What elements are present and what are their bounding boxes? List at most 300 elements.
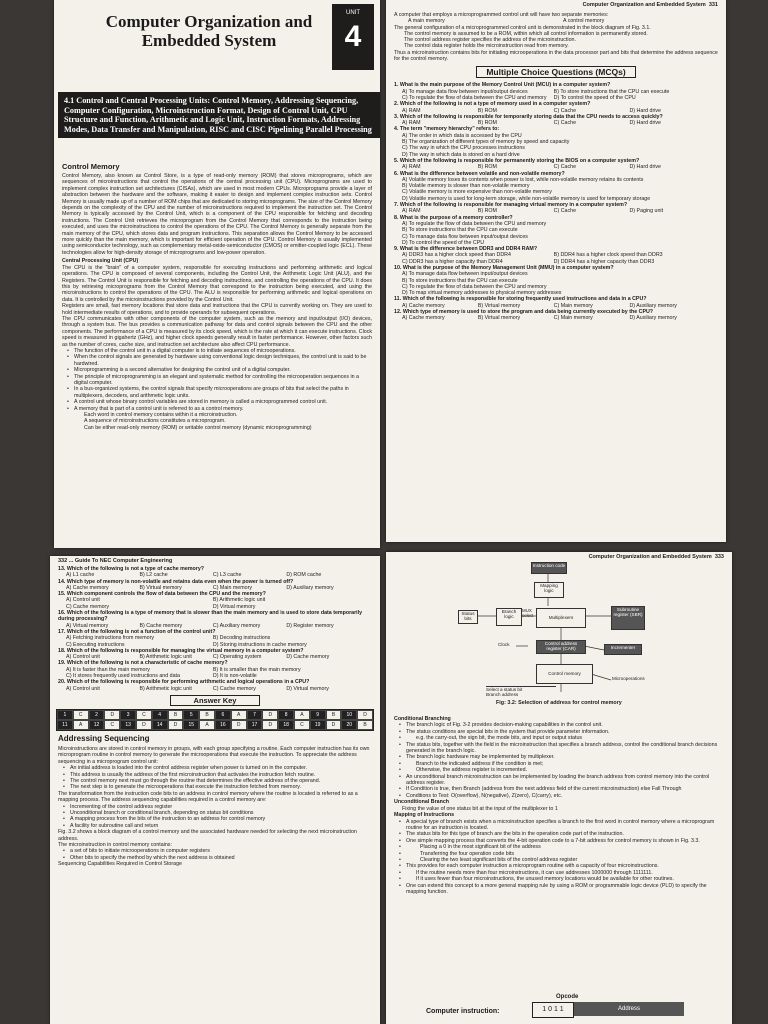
page-number: 331 bbox=[708, 2, 718, 8]
option: C) Cache memory bbox=[66, 603, 109, 610]
option: C) Cache bbox=[553, 208, 577, 215]
multiplexers-box: Multiplexers bbox=[536, 608, 586, 628]
running-header bbox=[386, 552, 732, 560]
mcq-list bbox=[50, 566, 380, 692]
option: A) To manage data flow between input/output devices bbox=[402, 271, 528, 278]
unit-number: 4 bbox=[344, 20, 362, 53]
answer-key-letter: A bbox=[231, 710, 247, 720]
option: D) Hard drive bbox=[629, 164, 661, 171]
list-item: A main memory bbox=[408, 18, 445, 25]
list-item: • When the control signals are generated by hardware using conventional logic design techniques, the control unit is said to be hardwired. bbox=[74, 354, 372, 367]
question-number: 2. bbox=[394, 101, 399, 108]
answer-key-number: 1 bbox=[57, 710, 73, 720]
option: A) RAM bbox=[402, 120, 421, 127]
question-number: 13. bbox=[58, 566, 66, 572]
option: D) Storing instructions in cache memory bbox=[212, 641, 307, 648]
option: C) To regulate the flow of data between the CPU and memory bbox=[402, 283, 547, 290]
option: D) Virtual memory bbox=[286, 685, 329, 692]
paragraph-microinstruction: The microinstruction in control memory contains: bbox=[58, 842, 172, 849]
question-number: 20. bbox=[58, 679, 66, 686]
list-item: A sequence of microinstructions constitutes a microprogram. bbox=[84, 418, 226, 425]
option: C) The way in which the CPU processes instructions bbox=[402, 145, 525, 152]
answer-key-number: 3 bbox=[120, 710, 136, 720]
option: B) Cache memory bbox=[139, 622, 183, 629]
mcq-question bbox=[58, 660, 372, 679]
branch-logic-box: Branch logic bbox=[496, 608, 522, 626]
list-item: Can be either read-only memory (ROM) or writable control memory (dynamic microprogramming) bbox=[84, 424, 312, 431]
question-number: 7. bbox=[394, 202, 399, 209]
option: A) To regulate the flow of data between the CPU and memory bbox=[402, 220, 547, 227]
option: D) To control the speed of the CPU bbox=[553, 94, 636, 101]
option: A) DDR3 has a higher clock speed than DDR4 bbox=[402, 252, 511, 259]
option-list bbox=[394, 133, 718, 158]
running-header: 332 ... Guide To NEC Computer Engineering bbox=[58, 558, 173, 564]
option: A) To manage data flow between input/output devices bbox=[402, 88, 528, 95]
answer-key-number: 6 bbox=[215, 710, 231, 720]
address-selection-diagram bbox=[436, 560, 686, 708]
question-number: 4. bbox=[394, 126, 399, 133]
list-item: A computer that employs a microprogrammed control unit will have two separate memories: bbox=[394, 12, 609, 18]
page-1 bbox=[54, 0, 380, 548]
answer-key-letter: D bbox=[136, 720, 152, 730]
answer-key-letter: A bbox=[73, 720, 89, 730]
mapping-list bbox=[394, 819, 724, 896]
option-list bbox=[394, 315, 718, 321]
sub-bullet-list bbox=[62, 412, 372, 431]
question-number: 12. bbox=[394, 309, 402, 316]
answer-key-letter: C bbox=[104, 720, 120, 730]
option: B) To store instructions that the CPU can execute bbox=[402, 277, 518, 284]
list-item: Each word in control memory contains within it a microinstruction. bbox=[84, 412, 238, 419]
option: A) It is faster than the main memory bbox=[66, 666, 150, 673]
answer-key-letter: D bbox=[262, 710, 278, 720]
question-number: 1. bbox=[394, 82, 399, 89]
question-stem: What is the main purpose of the Memory Control Unit (MCU) in a computer system? bbox=[399, 82, 611, 89]
mcq-question bbox=[394, 171, 718, 202]
option-list bbox=[58, 686, 372, 692]
answer-key-number: 8 bbox=[278, 710, 294, 720]
list-item: • If it uses fewer than four microinstructions, the unused memory locations would be available for other routines. bbox=[406, 876, 724, 882]
option: D) ROM cache bbox=[286, 572, 322, 579]
heading-cpu: Central Processing Unit (CPU) bbox=[62, 258, 139, 265]
mcq-question bbox=[58, 679, 372, 692]
option: C) Auxiliary memory bbox=[212, 622, 261, 629]
answer-key-letter: D bbox=[104, 710, 120, 720]
mcq-question bbox=[394, 296, 718, 309]
answer-key-letter: C bbox=[136, 710, 152, 720]
question-stem: Which component controls the flow of data between the CPU and the memory? bbox=[66, 591, 266, 598]
question-stem: What is the difference between DDR3 and DDR4 RAM? bbox=[399, 246, 538, 253]
question-number: 11. bbox=[394, 296, 402, 303]
option-list bbox=[58, 635, 372, 648]
option: D) To map virtual memory addresses to physical memory addresses bbox=[402, 290, 562, 297]
question-text bbox=[58, 610, 372, 623]
list-item: • The next step is to generate the microoperations that execute the instruction fetched from memory. bbox=[70, 784, 372, 790]
question-stem: Which of the following is not a type of memory used in a computer system? bbox=[399, 101, 591, 108]
answer-key-letter: D bbox=[168, 720, 184, 730]
mcq-question bbox=[394, 114, 718, 127]
control-address-register-box: Control address register (CAR) bbox=[536, 640, 586, 654]
list-item: • This address is usually the address of the first microinstruction that activates the instruction fetch routine. bbox=[70, 772, 372, 778]
mcq-question bbox=[394, 101, 718, 114]
question-stem: Which of the following is responsible for managing virtual memory in a computer system? bbox=[399, 202, 628, 209]
list-item: • A facility for subroutine call and return bbox=[70, 823, 372, 829]
opcode-bits-box: 1 0 1 1 bbox=[532, 1002, 574, 1018]
control-memory-box: Control memory bbox=[536, 664, 593, 684]
option: B) ROM bbox=[477, 107, 497, 114]
question-number: 19. bbox=[58, 660, 66, 667]
question-number: 14. bbox=[58, 578, 66, 585]
capability-list bbox=[58, 804, 372, 830]
list-item: • The status conditions are special bits in the system that provide parameter information. bbox=[406, 729, 724, 735]
option-list bbox=[58, 667, 372, 680]
select-status-label: Select a status bit bbox=[486, 686, 556, 692]
mcq-question bbox=[58, 591, 372, 610]
answer-key-letter: D bbox=[326, 720, 342, 730]
list-item: The control memory is assumed to be a ROM, within which all control information is permanently stored. bbox=[404, 30, 648, 37]
mux-select-label: MUX select bbox=[522, 608, 534, 618]
paragraph-cpu: The CPU is the "brain" of a computer system, responsible for executing instructions and performing arithmetic and logical operations. The CPU is composed of several components, including the Control Unit, the Arithmetic Logic Unit (ALU), and the Registers. The Control Unit is responsible for fetching and decoding instructions, and controlling the operations of the CPU. It does this by retrieving microprograms from the Control Memory that correspond to the instruction being executed, and using the microinstructions to control the operations of the CPU. The ALU is responsible for performing arithmetic and logical operations on data. It is controlled by the microinstructions provided by the Control Unit. bbox=[62, 264, 372, 303]
unit-badge bbox=[332, 4, 374, 70]
option-list bbox=[394, 221, 718, 246]
question-stem: Which of the following is not a function of the control unit? bbox=[66, 628, 216, 635]
mcq-question bbox=[394, 158, 718, 171]
page-4 bbox=[386, 552, 732, 1024]
page-3 bbox=[50, 556, 380, 1024]
address-field-box: Address bbox=[574, 1002, 684, 1016]
answer-key-number: 15 bbox=[183, 720, 199, 730]
option: C) Cache bbox=[553, 107, 577, 114]
list-item: • The function of the control unit in a digital computer is to initiate sequences of microoperations. bbox=[74, 348, 372, 354]
option: A) Virtual memory bbox=[66, 622, 109, 629]
question-stem: Which of the following is responsible for permanently storing the BIOS on a computer system? bbox=[399, 157, 640, 164]
list-item: Thus a microinstruction contains bits for initiating microoperations in the data processor part and bits that determine the address sequence for the control memory. bbox=[394, 49, 718, 63]
heading-unconditional-branch: Unconditional Branch bbox=[394, 799, 450, 806]
list-item: • This provides for each computer instruction a microprogram routine with a capacity of four microinstructions. bbox=[406, 863, 724, 869]
option: D) DDR4 has a higher capacity than DDR3 bbox=[553, 258, 655, 265]
option: B) Arithmetic logic unit bbox=[212, 597, 266, 604]
option: C) Cache memory bbox=[212, 685, 256, 692]
list-item: • Other bits to specify the method by which the next address is obtained bbox=[70, 855, 372, 861]
option: C) Main memory bbox=[553, 315, 593, 322]
mcq-question bbox=[58, 610, 372, 629]
answer-key-number: 19 bbox=[310, 720, 326, 730]
list-item: • Otherwise, the address register is incremented. bbox=[406, 767, 724, 773]
question-stem: Which of the following is not a type of cache memory? bbox=[66, 566, 205, 572]
question-stem: Which type of memory is used to store the program and data being currently executed by the CPU? bbox=[402, 309, 654, 316]
header-title: Computer Organization and Embedded System bbox=[582, 2, 706, 8]
option: B) It is smaller than the main memory bbox=[212, 666, 301, 673]
list-item: • Microprogramming is a second alternative for designing the control unit of a digital computer. bbox=[74, 367, 372, 373]
answer-key-number: 4 bbox=[152, 710, 168, 720]
option: C) To regulate the flow of data between the CPU and memory bbox=[402, 94, 547, 101]
option: B) Volatile memory is slower than non-volatile memory bbox=[402, 183, 530, 190]
question-number: 16. bbox=[58, 610, 66, 617]
instruction-code-box: Instruction code bbox=[531, 562, 567, 574]
mcq-question bbox=[58, 566, 372, 579]
mcq-question bbox=[394, 309, 718, 322]
list-item: • One can extend this concept to a more general mapping rule by using a ROM or programmable logic device (PLD) to specify the mapping function. bbox=[406, 883, 724, 896]
option: D) Volatile memory is used for long-term storage, while non-volatile memory is used for temporary storage bbox=[402, 195, 651, 202]
option-list bbox=[58, 597, 372, 610]
option: C) It stores frequently used instructions and data bbox=[66, 673, 180, 680]
incrementer-box: Incrementer bbox=[604, 644, 642, 655]
answer-key-letter: D bbox=[262, 720, 278, 730]
option: C) L3 cache bbox=[212, 572, 242, 579]
option: C) Cache bbox=[553, 164, 577, 171]
option: A) RAM bbox=[402, 107, 421, 114]
page-2 bbox=[386, 0, 726, 542]
option: B) ROM bbox=[477, 164, 497, 171]
answer-key-number: 9 bbox=[310, 710, 326, 720]
answer-key-letter: B bbox=[357, 720, 373, 730]
list-item: • One simple mapping process that converts the 4-bit operation code to a 7-bit address for control memory is shown in Fig. 3.3. bbox=[406, 838, 724, 844]
option: A) Cache memory bbox=[66, 584, 109, 591]
answer-key-number: 11 bbox=[57, 720, 73, 730]
option: D) Auxiliary memory bbox=[629, 302, 677, 309]
option: D) Hard drive bbox=[629, 107, 661, 114]
mcq-question bbox=[394, 246, 718, 265]
option: B) The organization of different types of memory by speed and capacity bbox=[402, 139, 570, 146]
list-item: • Incrementing of the control address register bbox=[70, 804, 372, 810]
option: D) Paging unit bbox=[629, 208, 664, 215]
mcq-question bbox=[394, 215, 718, 246]
question-stem: Which of the following is responsible for performing arithmetic and logical operations in a CPU? bbox=[66, 679, 310, 686]
question-number: 5. bbox=[394, 157, 399, 164]
list-item: • An initial address is loaded into the control address register when power is turned on in the computer. bbox=[70, 765, 372, 771]
answer-key-number: 5 bbox=[183, 710, 199, 720]
intro-list bbox=[386, 12, 726, 62]
status-bits-box: Status bits bbox=[458, 610, 478, 624]
option: B) To store instructions that the CPU can execute bbox=[402, 227, 518, 234]
option: A) RAM bbox=[402, 208, 421, 215]
question-stem: What is the purpose of the Memory Management Unit (MMU) in a computer system? bbox=[402, 264, 614, 271]
list-item: The control data register holds the microinstruction read from memory. bbox=[404, 43, 569, 50]
list-item: • Unconditional branch or conditional branch, depending on status bit conditions bbox=[70, 810, 372, 816]
list-item: • The status bits, together with the field in the microinstruction that specifies a branch address, control the conditional branch decisions generated in the branch logic. bbox=[406, 742, 724, 755]
list-item: • A special type of branch exists when a microinstruction specifies a branch to the first word in control memory where a microprogram routine for an instruction is located. bbox=[406, 819, 724, 832]
option: C) Volatile memory is more expensive than non-volatile memory bbox=[402, 189, 552, 196]
question-number: 17. bbox=[58, 628, 66, 635]
question-number: 15. bbox=[58, 591, 66, 598]
paragraph-figure: Fig. 3.2 shows a block diagram of a control memory and the associated hardware needed for selecting the next microinstruction address. bbox=[58, 829, 357, 842]
option: D) Register memory bbox=[286, 622, 334, 629]
option-list bbox=[394, 252, 718, 265]
list-item: The general configuration of a microprogrammed control unit is demonstrated in the block diagram of Fig. 3.1. bbox=[394, 24, 651, 31]
option: D) Virtual memory bbox=[212, 603, 256, 610]
answer-key-number: 10 bbox=[341, 710, 357, 720]
conditional-list bbox=[394, 722, 724, 799]
mcq-question bbox=[394, 126, 718, 157]
list-item: • The status bits for this type of branch are the bits in the operation code part of the instruction. bbox=[406, 831, 724, 837]
bullet-list bbox=[58, 765, 372, 791]
option: C) Executing instructions bbox=[66, 641, 125, 648]
mcq-question bbox=[394, 82, 718, 101]
answer-key-number: 12 bbox=[89, 720, 105, 730]
answer-key-number: 20 bbox=[341, 720, 357, 730]
option: B) Virtual memory bbox=[477, 302, 521, 309]
option: C) Main memory bbox=[553, 302, 593, 309]
list-item: • The branch logic of Fig. 3-2 provides decision-making capabilities in the control unit. bbox=[406, 722, 724, 728]
question-stem: What is the difference between volatile and non-volatile memory? bbox=[399, 170, 565, 177]
question-stem: The term "memory hierarchy" refers to: bbox=[399, 126, 500, 133]
answer-key-letter: B bbox=[168, 710, 184, 720]
section-heading: 4.1 Control and Central Processing Units: Control Memory, Addressing Sequencing, Computer Configuration, Microinstruction Format, Design of Control Unit, CPU Structure and Function, Arithmetic and Logic Unit, Instruction Formats, Addressing Modes, Data Transfer and Manipulation, RISC and CISC Pipelining Parallel Processing bbox=[58, 92, 380, 138]
list-item: • If the routine needs more than four microinstructions, it can use addresses 1000000 through 1111111. bbox=[406, 870, 724, 876]
option: C) To manage data flow between input/output devices bbox=[402, 233, 528, 240]
question-number: 8. bbox=[394, 214, 399, 221]
list-item: • Placing a 0 in the most significant bit of the address bbox=[406, 844, 724, 850]
computer-instruction-label: Computer instruction: bbox=[426, 1008, 500, 1015]
question-stem: Which of the following is not a characteristic of cache memory? bbox=[66, 660, 228, 667]
option: B) DDR4 has a higher clock speed than DDR3 bbox=[553, 252, 663, 259]
mcq-question bbox=[394, 265, 718, 296]
answer-key-number: 13 bbox=[120, 720, 136, 730]
option: A) RAM bbox=[402, 164, 421, 171]
question-number: 10. bbox=[394, 264, 402, 271]
paragraph-mapping: The transformation from the instruction code bits to an address in control memory where the routine is located is referred to as a mapping process. The address sequencing capabilities required in a control memory are: bbox=[58, 790, 358, 804]
question-stem: Which of the following is responsible for temporarily storing data that the CPU needs to access quickly? bbox=[399, 113, 663, 120]
option: C) Main memory bbox=[212, 584, 253, 591]
unconditional-text: Fixing the value of one status bit at the input of the multiplexer to 1 bbox=[402, 805, 558, 812]
mcq-question bbox=[58, 648, 372, 661]
list-item: • e.g. the carry-out, the sign bit, the mode bits, and input or output status bbox=[406, 735, 724, 741]
list-item: • The branch logic hardware may be implemented by multiplexer. bbox=[406, 754, 724, 760]
question-number: 3. bbox=[394, 113, 399, 120]
option-list bbox=[394, 271, 718, 296]
answer-key-number: 7 bbox=[247, 710, 263, 720]
paragraph-bus: The CPU communicates with other components of the computer system, such as the memory and input/output (I/O) devices, through a system bus. The bus provides a communication pathway for data and control signals between the CPU and the other components. The performance of a CPU is measured by its clock speed, which is the rate at which it can execute instructions. Clock speed is measured in gigahertz (GHz), and higher clock speeds generally result in faster performance. However, other factors such as the number of cores, cache size, and instruction set architecture also affect CPU performance. bbox=[62, 315, 372, 348]
mapping-logic-box: Mapping logic bbox=[534, 582, 564, 598]
option: D) Hard drive bbox=[629, 120, 661, 127]
option: D) It is non-volatile bbox=[212, 673, 257, 680]
option: D) The way in which data is stored on a hard drive bbox=[402, 151, 520, 158]
mcq-list bbox=[386, 82, 726, 321]
answer-key-letter: C bbox=[73, 710, 89, 720]
mcq-question bbox=[58, 629, 372, 648]
option: B) Virtual memory bbox=[477, 315, 521, 322]
option: A) L1 cache bbox=[66, 572, 95, 579]
micro-list bbox=[58, 848, 372, 861]
option: A) Fetching instructions from memory bbox=[66, 635, 155, 642]
option: A) Control unit bbox=[66, 597, 100, 604]
microoperations-label: Microoperations bbox=[612, 676, 645, 681]
paragraph-last-line: Sequencing Capabilities Required in Control Storage bbox=[58, 861, 182, 868]
subroutine-register-box: Subroutine register (SBR) bbox=[611, 606, 645, 630]
answer-key-grid bbox=[56, 709, 374, 731]
answer-key-number: 17 bbox=[247, 720, 263, 730]
unit-label: UNIT bbox=[346, 10, 360, 16]
question-number: 9. bbox=[394, 246, 399, 253]
page-number: 333 bbox=[714, 554, 724, 560]
answer-key-letter: A bbox=[294, 710, 310, 720]
option: A) Cache memory bbox=[402, 302, 445, 309]
option: A) Cache memory bbox=[402, 315, 445, 322]
chapter-title: Computer Organization and Embedded System bbox=[105, 12, 313, 50]
heading-control-memory: Control Memory bbox=[62, 162, 120, 171]
header-title: Computer Organization and Embedded System bbox=[588, 554, 712, 560]
paragraph-addressing: Microinstructions are stored in control memory in groups, with each group specifying a routine. Each computer instruction has its own microprogram routine in control memory to generate the microoperations that execute the instruction. To appreciate the address sequencing in a microprogram control unit: bbox=[58, 745, 370, 765]
option: B) Virtual memory bbox=[139, 584, 182, 591]
question-stem: What is the purpose of a memory controller? bbox=[399, 214, 513, 221]
paragraph-control-memory: Control Memory, also known as Control Store, is a type of read-only memory (ROM) that stores microprograms, which are sequences of microinstructions that control the operations of the central processing unit (CPU). Microprograms are used to implement complex instruction set architectures (CISAs), which are used in most modern CPUs. Microprograms provide a layer of abstraction between the hardware and the software, making it easier to design and implement complex instruction sets. Control Memory is usually made up of a number of ROM chips that are dedicated to storing microprograms. The size of the Control Memory depends on the complexity of the CPU and the number of microinstructions required to implement the instruction set. The Control Memory is typically accessed by the Control Unit, which is a component of the CPU responsible for fetching and decoding instructions. The Control Unit retrieves the microprogram from the Control Memory that corresponds to the instruction being executed, and uses the microinstructions to control the operations of the CPU. The Control Memory is generally separate from the main memory of the CPU, which stores data and program instructions. This separation allows the Control Memory to be accessed more quickly than the main memory, which is important for efficient operation of the CPU. Control Memory is usually implemented using semiconductor technology, such as complementary metal-oxide-semiconductor (CMOS) or emitter-coupled logic (ECL). These technologies allow for high-density storage of microprograms and low-power operation. bbox=[62, 173, 372, 256]
option: A) Volatile memory loses its contents when power is lost, while non-volatile memory retains its contents bbox=[402, 176, 644, 183]
option: B) L2 cache bbox=[139, 572, 168, 579]
figure-caption: Fig: 3.2: Selection of address for control memory bbox=[496, 700, 622, 706]
answer-key-letter: D bbox=[231, 720, 247, 730]
branch-address-label: Branch address bbox=[486, 692, 519, 697]
option: B) Decoding instructions bbox=[212, 635, 271, 642]
list-item: • If Condition is true, then Branch (address from the next address field of the current microinstruction) else Fall Through bbox=[406, 786, 724, 792]
option: B) ROM bbox=[477, 208, 497, 215]
option: C) Cache bbox=[553, 120, 577, 127]
answer-key-letter: C bbox=[294, 720, 310, 730]
mcq-title: Multiple Choice Questions (MCQs) bbox=[476, 66, 636, 78]
option: B) ROM bbox=[477, 120, 497, 127]
answer-key-number: 14 bbox=[152, 720, 168, 730]
heading-conditional-branching: Conditional Branching bbox=[394, 716, 451, 722]
answer-key-letter: A bbox=[199, 720, 215, 730]
option: A) Control unit bbox=[66, 685, 100, 692]
mcq-question bbox=[58, 579, 372, 592]
question-stem: Which of the following is responsible for managing the virtual memory in a computer system? bbox=[66, 647, 304, 654]
list-item: The control address register specifies the address of the microinstruction. bbox=[404, 37, 576, 44]
option: B) To store instructions that the CPU can execute bbox=[553, 88, 670, 95]
mcq-question bbox=[394, 202, 718, 215]
clock-label: Clock bbox=[498, 642, 510, 647]
option: B) Arithmetic logic unit bbox=[139, 685, 192, 692]
option: A) Control unit bbox=[66, 654, 100, 661]
question-stem: Which of the following is a type of memory that is slower than the main memory and is used to store data temporarily during processing? bbox=[58, 610, 363, 623]
option: A) The order in which data is accessed by the CPU bbox=[402, 132, 522, 139]
answer-key-letter: B bbox=[326, 710, 342, 720]
list-item: • The control memory next must go through the routine that determines the effective address of the operand. bbox=[70, 778, 372, 784]
opcode-label: Opcode bbox=[556, 994, 579, 1000]
heading-addressing-sequencing: Addressing Sequencing bbox=[58, 733, 150, 743]
list-item: • A control unit whose binary control variables are stored in memory is called a microprogrammed control unit. bbox=[74, 399, 372, 405]
list-item: • Clearing the two least significant bits of the control address register bbox=[406, 857, 724, 863]
option-list bbox=[394, 177, 718, 202]
answer-key-number: 18 bbox=[278, 720, 294, 730]
option-list bbox=[394, 89, 718, 102]
heading-mapping: Mapping of Instructions bbox=[394, 812, 455, 819]
answer-key-number: 16 bbox=[215, 720, 231, 730]
question-stem: Which type of memory is non-volatile and retains data even when the power is turned off? bbox=[66, 578, 294, 585]
list-item: • A memory that is part of a control unit is referred to as a control memory. bbox=[74, 406, 372, 412]
list-item: • Branch to the indicated address if the condition is met; bbox=[406, 761, 724, 767]
list-item: • Transferring the four operation code bits bbox=[406, 851, 724, 857]
option: C) Operating system bbox=[212, 654, 262, 661]
list-item: • a set of bits to initiate microoperations in computer registers bbox=[70, 848, 372, 854]
question-stem: Which of the following is responsible for storing frequently used instructions and data in a CPU? bbox=[402, 296, 647, 303]
question-number: 18. bbox=[58, 647, 66, 654]
bullet-list bbox=[62, 348, 372, 412]
option: D) To control the speed of the CPU bbox=[402, 239, 485, 246]
list-item: • The principle of microprogramming is an elegant and systematic method for controlling the microoperation sequences in a digital computer. bbox=[74, 374, 372, 387]
list-item: • A mapping process from the bits of the instruction to an address for control memory bbox=[70, 816, 372, 822]
answer-key-letter: B bbox=[199, 710, 215, 720]
answer-key-title: Answer Key bbox=[170, 695, 260, 706]
running-header bbox=[386, 0, 726, 8]
paragraph-registers: Registers are small, fast memory locations that store data and instructions that the CPU is currently working on. They are used to hold intermediate results of operations, and to provide operands for subsequent operations. bbox=[62, 303, 372, 316]
answer-key-number: 2 bbox=[89, 710, 105, 720]
list-item: • In a bus-organized systems, the control signals that specify microoperations are groups of bits that select the paths in multiplexers, decoders, and arithmetic logic units. bbox=[74, 386, 372, 399]
question-number: 6. bbox=[394, 170, 399, 177]
option: D) Auxiliary memory bbox=[629, 315, 677, 322]
option: C) DDR3 has a higher capacity than DDR4 bbox=[402, 258, 503, 265]
list-item: • Conditions to Test: O(overflow), N(negative), Z(zero), C(carry), etc. bbox=[406, 793, 724, 799]
list-item: • An unconditional branch microinstruction can be implemented by loading the branch address from control memory into the control address register. bbox=[406, 774, 724, 787]
